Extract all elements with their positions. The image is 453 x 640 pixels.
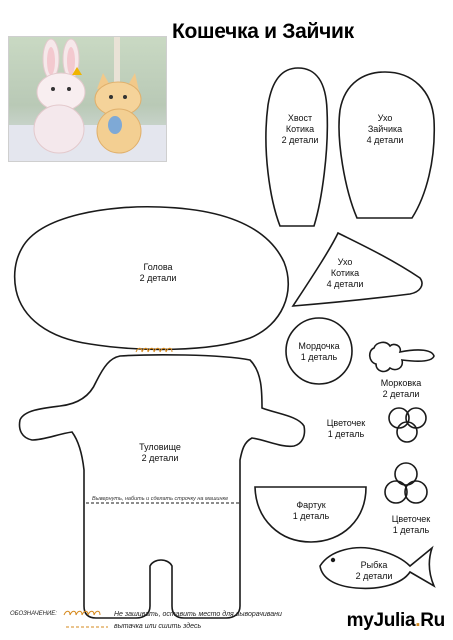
site-brand: myJulia.Ru [346,610,445,631]
tail-piece [266,68,327,226]
legend-line1: Не зашивать, оставить место для выворачивани [114,611,282,618]
legend-label: ОБОЗНАЧЕНИЕ: [10,611,57,617]
legend-line2: вытачка или сшить здесь [114,623,202,630]
carrot-piece [370,342,434,371]
page-title: Кошечка и Зайчик [172,20,354,43]
body-note: Вывернуть, набить и сделать строчку на машинке [92,496,229,502]
muzzle-label: Мордочка 1 деталь [298,341,340,362]
tail-label: Хвост Котика 2 детали [281,113,319,145]
carrot-label: Морковка 2 детали [380,378,422,399]
apron-label: Фартук 1 деталь [292,500,330,521]
head-label: Голова 2 детали [139,262,177,283]
fish-label: Рыбка 2 детали [355,560,393,581]
flower1-label: Цветочек 1 деталь [326,418,366,439]
cat-ear-label: Ухо Котика 4 детали [326,257,364,289]
body-label: Туловище 2 детали [139,442,181,463]
bunny-ear-label: Ухо Зайчика 4 детали [366,113,404,145]
legend-loops [64,611,100,615]
flower2-label: Цветочек 1 деталь [391,514,431,535]
